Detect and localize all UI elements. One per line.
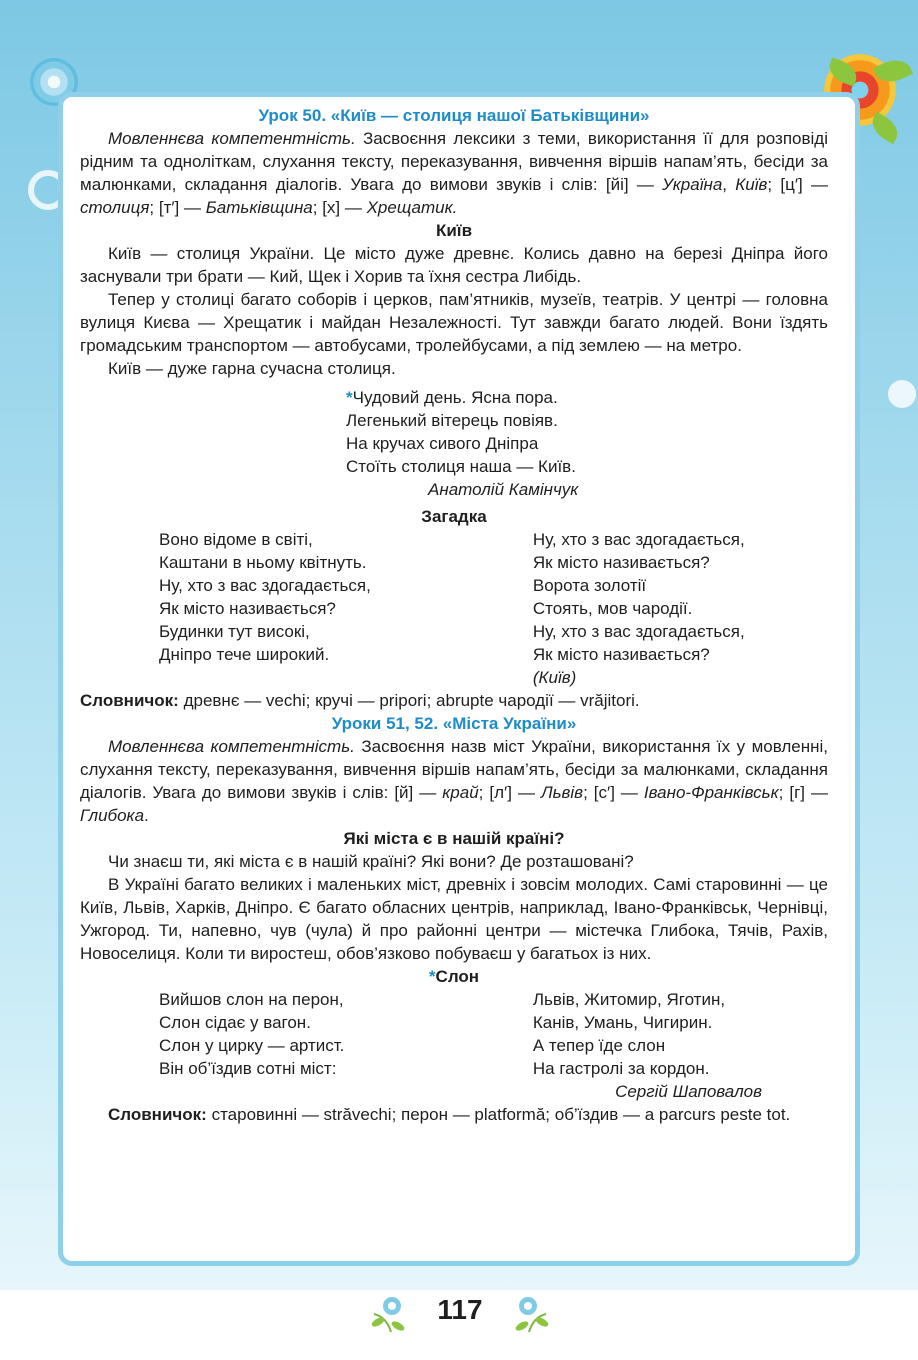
lesson-50-competence — [80, 127, 828, 219]
riddle-line: Каштани в ньому квітнуть. — [159, 553, 367, 572]
poem-line: Львів, Житомир, Яготин, — [532, 990, 726, 1009]
example-word: край — [442, 783, 479, 802]
poem-line: Вийшов слон на перон, — [159, 990, 344, 1009]
competence-label: Мовленнєва компетентність. — [108, 737, 355, 756]
vocabulary-label: Словничок: — [108, 1105, 207, 1124]
page-footer — [360, 1284, 560, 1344]
poem-line-text: Чудовий день. Ясна пора. — [352, 388, 558, 407]
riddle-line: Ворота золотії — [532, 576, 647, 595]
separator: , — [722, 175, 736, 194]
poem-line: Канів, Умань, Чигирин. — [532, 1013, 713, 1032]
vocabulary-51 — [80, 1103, 828, 1126]
paragraph: Чи знаєш ти, які міста є в нашій країні? Які вони? Де розташовані? — [108, 852, 634, 871]
riddle-line: Ну, хто з вас здогадається, — [532, 622, 745, 641]
poem-author: Сергій Шаповалов — [615, 1082, 762, 1101]
poem-line: Він об’їздив сотні міст: — [159, 1059, 337, 1078]
poem-line — [346, 386, 828, 409]
riddle-line — [533, 643, 828, 689]
riddle-line: Як місто називається? — [159, 599, 336, 618]
text-title-cities: Які міста є в нашій країні? — [343, 829, 565, 848]
paragraph: Київ — дуже гарна сучасна столиця. — [108, 359, 396, 378]
text-title-kyiv: Київ — [435, 221, 473, 240]
paragraph: В Україні багато великих і маленьких міст, древніх і зовсім молодих. Самі старовинні — це Київ, Львів, Харків, Дніпро. Є багато обласних центрів, наприклад, Івано-Франківськ, Чернівці, Ужгород. Ти, напевно, чув (чула) й про районні центри — містечка Глибока, Тячів, Рахів, Новоселиця. Коли ти виростеш, обов’язково побуваєш у багатьох із них. — [80, 875, 828, 963]
flower-ornament-icon — [368, 1292, 414, 1336]
riddle-line: Стоять, мов чародії. — [532, 599, 693, 618]
example-word: Львів — [540, 783, 584, 802]
decorative-bubble — [888, 380, 916, 408]
vocabulary-50 — [80, 689, 828, 712]
example-word: Івано-Франківськ — [643, 783, 779, 802]
vocabulary-label: Словничок: — [80, 691, 179, 710]
page-content — [80, 104, 828, 1126]
separator: ; [л′] — — [478, 783, 541, 802]
poem-author: Анатолій Камінчук — [428, 480, 579, 499]
riddle-line: Ну, хто з вас здогадається, — [532, 530, 745, 549]
separator: ; [х] — — [312, 198, 367, 217]
poem-title-slon — [80, 965, 828, 988]
example-word: столиця — [80, 198, 150, 217]
vocabulary-text: древнє — vechi; кручі — pripori; abrupte чародії — vrăjitori. — [178, 691, 640, 710]
poem-right-column — [533, 988, 828, 1080]
lesson-51-competence — [80, 735, 828, 827]
poem-line: А тепер їде слон — [532, 1036, 666, 1055]
paragraph: Тепер у столиці багато соборів і церков, пам’ятників, музеїв, театрів. У центрі — головна вулиця Києва — Хрещатик і майдан Незалежності. Тут завжди багато людей. Вони їздять громадським транспортом — автобусами, тролейбусами, а під землею — на метро. — [80, 290, 828, 355]
example-word: Київ — [735, 175, 768, 194]
example-word: Батьківщина — [205, 198, 313, 217]
riddle-left-column — [159, 528, 533, 689]
poem-left-column — [159, 988, 533, 1080]
riddle-line-text: Як місто називається? — [532, 645, 710, 664]
riddle-line: Дніпро тече широкий. — [159, 645, 330, 664]
riddle-line: Будинки тут високі, — [159, 622, 310, 641]
riddle-title: Загадка — [421, 507, 487, 526]
paragraph: Київ — столиця України. Це місто дуже древнє. Колись давно на березі Дніпра його заснували три брати — Кий, Щек і Хорив та їхня сестра Либідь. — [80, 244, 828, 286]
competence-text: Засвоєння лексики з теми, використання її для розповіді рідним та одноліткам, слухання тексту, переказування, вивчення віршів напам’ять, бесіди за малюнками, складання діалогів. Увага до вимови звуків і слів: [йі] — — [80, 129, 829, 194]
star-marker: * — [346, 388, 353, 407]
example-word: Україна — [662, 175, 723, 194]
riddle-line: Воно відоме в світі, — [159, 530, 313, 549]
poem-line: На кручах сивого Дніпра — [346, 434, 539, 453]
separator: . — [144, 806, 149, 825]
star-marker: * — [428, 967, 436, 986]
example-word: Хрещатик. — [366, 198, 458, 217]
poem-line: Легенький вітерець повіяв. — [346, 411, 558, 430]
poem-kyiv — [346, 386, 828, 501]
poem-line: На гастролі за кордон. — [532, 1059, 710, 1078]
flower-ornament-icon — [506, 1292, 552, 1336]
lesson-51-title: Уроки 51, 52. «Міста України» — [331, 714, 577, 733]
riddle-line: Ну, хто з вас здогадається, — [159, 576, 371, 595]
poem-title-text: Слон — [435, 967, 480, 986]
separator: ; [ц′] — — [767, 175, 828, 194]
competence-text: Засвоєння назв міст України, використання їх у мовленні, слухання тексту, переказування, вивчення віршів напам’ять, бесіди за малюнками, складання діалогів. Увага до вимови звуків і слів: [й] — — [80, 737, 828, 802]
riddle — [80, 528, 828, 689]
poem-line: Слон сідає у вагон. — [159, 1013, 311, 1032]
riddle-right-column — [533, 528, 828, 689]
competence-label: Мовленнєва компетентність. — [108, 129, 356, 148]
lesson-50-title: Урок 50. «Київ — столиця нашої Батьківщини» — [258, 106, 650, 125]
poem-line: Слон у цирку — артист. — [159, 1036, 345, 1055]
example-word: Глибока — [80, 806, 145, 825]
page-number: 117 — [437, 1294, 483, 1325]
poem-slon — [80, 988, 828, 1080]
riddle-answer: (Київ) — [532, 668, 577, 687]
separator: ; [т′] — — [149, 198, 206, 217]
separator: ; [г] — — [778, 783, 828, 802]
riddle-line: Як місто називається? — [532, 553, 710, 572]
poem-line: Стоїть столиця наша — Київ. — [346, 457, 576, 476]
vocabulary-text: старовинні — străvechi; перон — platformă; об’їздив — a parcurs peste tot. — [206, 1105, 791, 1124]
separator: ; [с′] — — [583, 783, 644, 802]
